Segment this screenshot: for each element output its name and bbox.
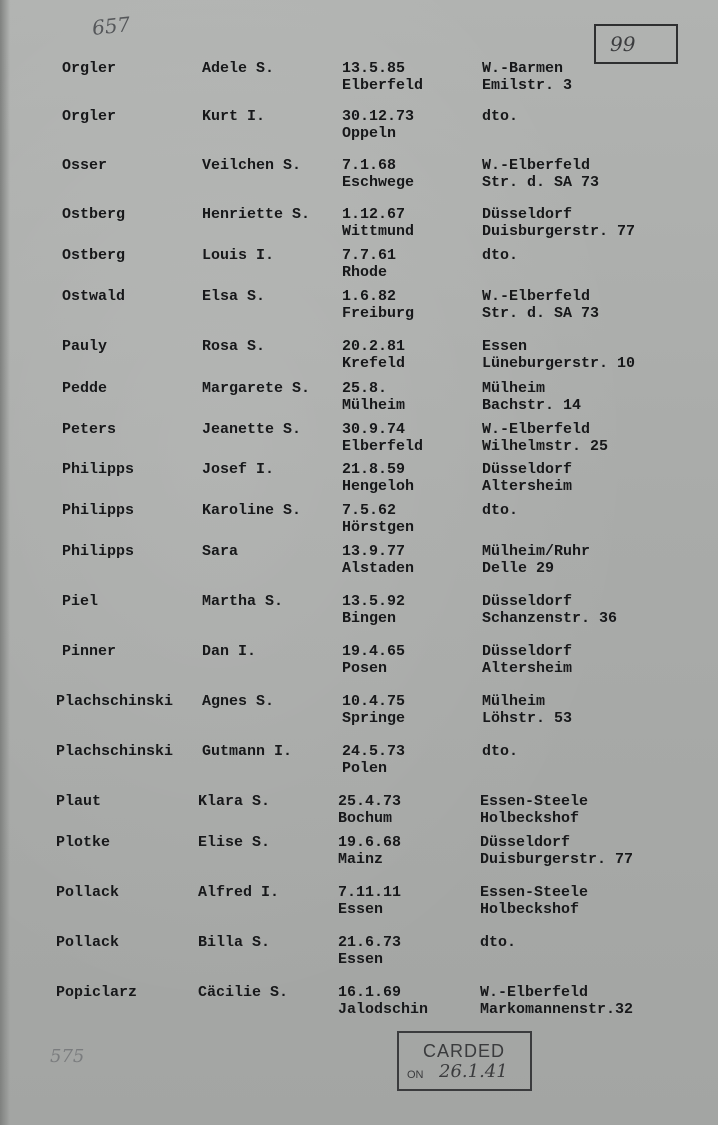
surname: Plotke: [56, 834, 111, 851]
given-name: Elsa S.: [202, 288, 266, 305]
birth-info: [342, 157, 414, 191]
surname: Plaut: [56, 793, 102, 810]
birth-info: [338, 834, 401, 868]
address: [482, 60, 572, 94]
given-name: Dan I.: [202, 643, 257, 660]
record-row: [0, 793, 718, 833]
record-row: [0, 60, 718, 100]
carded-stamp: [397, 1031, 532, 1091]
surname: Plachschinski: [56, 693, 174, 710]
boxed-number-text: 99: [610, 32, 636, 56]
birth-date: 25.4.73: [338, 793, 402, 810]
birth-date: 10.4.75: [342, 693, 406, 710]
record-row: [0, 461, 718, 501]
given-name: Kurt I.: [202, 108, 266, 125]
record-row: [0, 157, 718, 197]
stamp-date: 26.1.41: [439, 1061, 508, 1082]
surname: Philipps: [62, 502, 135, 519]
birth-info: [342, 502, 414, 536]
record-row: [0, 593, 718, 633]
address: [482, 461, 572, 495]
birth-info: [342, 206, 414, 240]
given-name: Louis I.: [202, 247, 275, 264]
address-line-1: Mülheim/Ruhr: [482, 543, 591, 560]
address: [482, 543, 590, 577]
address: [482, 288, 599, 322]
given-name: Klara S.: [198, 793, 271, 810]
birth-date: 13.9.77: [342, 543, 406, 560]
birth-info: [342, 60, 423, 94]
birth-info: [342, 338, 405, 372]
surname: Plachschinski: [56, 743, 174, 760]
birth-place: Springe: [342, 710, 406, 727]
birth-place: Freiburg: [342, 305, 415, 322]
birth-date: 24.5.73: [342, 743, 406, 760]
given-name: Veilchen S.: [202, 157, 302, 174]
given-name: Gutmann I.: [202, 743, 293, 760]
birth-date: 20.2.81: [342, 338, 406, 355]
address: [480, 984, 633, 1018]
address-line-1: Düsseldorf: [480, 834, 571, 851]
birth-info: [342, 380, 405, 414]
surname: Popiclarz: [56, 984, 138, 1001]
birth-info: [338, 984, 428, 1018]
address-line-2: Duisburgerstr. 77: [480, 851, 634, 868]
birth-place: Bingen: [342, 610, 397, 627]
address: [482, 108, 518, 125]
birth-date: 1.12.67: [342, 206, 406, 223]
address-line-1: Düsseldorf: [482, 593, 573, 610]
record-row: [0, 884, 718, 924]
address: [482, 643, 572, 677]
record-row: [0, 206, 718, 246]
birth-place: Oppeln: [342, 125, 397, 142]
given-name: Henriette S.: [202, 206, 311, 223]
birth-info: [342, 247, 396, 281]
surname: Philipps: [62, 543, 135, 560]
stamp-label: CARDED: [423, 1041, 506, 1061]
birth-place: Mainz: [338, 851, 384, 868]
record-row: [0, 288, 718, 328]
address-line-1: Mülheim: [482, 693, 546, 710]
record-row: [0, 380, 718, 420]
address-line-2: Delle 29: [482, 560, 555, 577]
surname: Orgler: [62, 60, 117, 77]
birth-date: 16.1.69: [338, 984, 402, 1001]
address-line-1: dto.: [480, 934, 517, 951]
address: [480, 934, 516, 951]
surname: Pedde: [62, 380, 108, 397]
address: [482, 743, 518, 760]
record-row: [0, 421, 718, 461]
birth-date: 19.4.65: [342, 643, 406, 660]
record-row: [0, 643, 718, 683]
surname: Pinner: [62, 643, 117, 660]
address-line-2: Altersheim: [482, 478, 573, 495]
given-name: Sara: [202, 543, 239, 560]
given-name: Elise S.: [198, 834, 271, 851]
address: [482, 247, 518, 264]
address-line-2: Str. d. SA 73: [482, 174, 600, 191]
address: [482, 421, 608, 455]
birth-date: 30.12.73: [342, 108, 415, 125]
record-row: [0, 984, 718, 1024]
birth-date: 7.1.68: [342, 157, 397, 174]
address: [482, 593, 617, 627]
birth-place: Alstaden: [342, 560, 415, 577]
address-line-2: Duisburgerstr. 77: [482, 223, 636, 240]
birth-date: 7.11.11: [338, 884, 402, 901]
surname: Pauly: [62, 338, 108, 355]
record-row: [0, 543, 718, 583]
birth-place: Wittmund: [342, 223, 415, 240]
handwritten-page-number: 657: [90, 12, 132, 40]
address-line-2: Holbeckshof: [480, 901, 580, 918]
address-line-2: Markomannenstr.32: [480, 1001, 634, 1018]
boxed-number: [594, 24, 678, 64]
birth-place: Rhode: [342, 264, 388, 281]
record-row: [0, 502, 718, 542]
birth-date: 19.6.68: [338, 834, 402, 851]
address-line-2: Emilstr. 3: [482, 77, 573, 94]
birth-info: [338, 934, 401, 968]
surname: Pollack: [56, 884, 120, 901]
address-line-1: dto.: [482, 743, 519, 760]
surname: Ostberg: [62, 206, 126, 223]
birth-info: [342, 461, 414, 495]
given-name: Margarete S.: [202, 380, 311, 397]
birth-info: [342, 108, 414, 142]
address-line-1: W.-Elberfeld: [482, 157, 591, 174]
birth-place: Elberfeld: [342, 77, 424, 94]
surname: Peters: [62, 421, 117, 438]
address-line-1: W.-Elberfeld: [480, 984, 589, 1001]
address-line-2: Str. d. SA 73: [482, 305, 600, 322]
birth-info: [342, 693, 405, 727]
birth-date: 7.5.62: [342, 502, 397, 519]
birth-place: Mülheim: [342, 397, 406, 414]
address-line-1: Düsseldorf: [482, 643, 573, 660]
address: [482, 157, 599, 191]
address-line-1: W.-Barmen: [482, 60, 564, 77]
address: [480, 884, 588, 918]
birth-info: [342, 743, 405, 777]
given-name: Alfred I.: [198, 884, 280, 901]
address-line-2: Altersheim: [482, 660, 573, 677]
address-line-2: Wilhelmstr. 25: [482, 438, 609, 455]
surname: Osser: [62, 157, 108, 174]
address: [482, 693, 572, 727]
address: [480, 834, 633, 868]
birth-info: [342, 593, 405, 627]
birth-info: [338, 793, 401, 827]
given-name: Jeanette S.: [202, 421, 302, 438]
address-line-1: dto.: [482, 108, 519, 125]
address-line-2: Schanzenstr. 36: [482, 610, 618, 627]
address: [480, 793, 588, 827]
given-name: Martha S.: [202, 593, 284, 610]
address-line-2: Lüneburgerstr. 10: [482, 355, 636, 372]
birth-date: 13.5.92: [342, 593, 406, 610]
surname: Philipps: [62, 461, 135, 478]
birth-place: Eschwege: [342, 174, 415, 191]
given-name: Rosa S.: [202, 338, 266, 355]
birth-place: Posen: [342, 660, 388, 677]
address-line-1: Düsseldorf: [482, 461, 573, 478]
birth-info: [338, 884, 401, 918]
given-name: Karoline S.: [202, 502, 302, 519]
birth-info: [342, 543, 414, 577]
given-name: Agnes S.: [202, 693, 275, 710]
handwritten-note: 575: [50, 1046, 85, 1067]
given-name: Cäcilie S.: [198, 984, 289, 1001]
record-row: [0, 338, 718, 378]
address-line-1: dto.: [482, 502, 519, 519]
given-name: Adele S.: [202, 60, 275, 77]
address-line-1: Essen-Steele: [480, 884, 589, 901]
address-line-1: W.-Elberfeld: [482, 288, 591, 305]
surname: Piel: [62, 593, 99, 610]
birth-date: 25.8.: [342, 380, 388, 397]
address: [482, 206, 635, 240]
birth-place: Jalodschin: [338, 1001, 429, 1018]
record-row: [0, 934, 718, 974]
address-line-2: Löhstr. 53: [482, 710, 573, 727]
record-row: [0, 693, 718, 733]
stamp-on: ON: [407, 1069, 424, 1081]
given-name: Josef I.: [202, 461, 275, 478]
birth-info: [342, 421, 423, 455]
record-row: [0, 108, 718, 148]
surname: Orgler: [62, 108, 117, 125]
birth-place: Krefeld: [342, 355, 406, 372]
address-line-1: Essen-Steele: [480, 793, 589, 810]
birth-info: [342, 288, 414, 322]
address-line-2: Holbeckshof: [480, 810, 580, 827]
surname: Ostberg: [62, 247, 126, 264]
address-line-1: W.-Elberfeld: [482, 421, 591, 438]
record-row: [0, 834, 718, 874]
address: [482, 502, 518, 519]
address-line-1: dto.: [482, 247, 519, 264]
record-row: [0, 247, 718, 287]
address: [482, 338, 635, 372]
birth-place: Elberfeld: [342, 438, 424, 455]
record-row: [0, 743, 718, 783]
birth-place: Hörstgen: [342, 519, 415, 536]
address-line-2: Bachstr. 14: [482, 397, 582, 414]
birth-place: Essen: [338, 951, 384, 968]
birth-place: Polen: [342, 760, 388, 777]
birth-info: [342, 643, 405, 677]
birth-place: Hengeloh: [342, 478, 415, 495]
birth-place: Essen: [338, 901, 384, 918]
birth-date: 21.6.73: [338, 934, 402, 951]
birth-date: 21.8.59: [342, 461, 406, 478]
surname: Ostwald: [62, 288, 126, 305]
address-line-1: Düsseldorf: [482, 206, 573, 223]
surname: Pollack: [56, 934, 120, 951]
birth-date: 30.9.74: [342, 421, 406, 438]
birth-date: 13.5.85: [342, 60, 406, 77]
given-name: Billa S.: [198, 934, 271, 951]
birth-date: 7.7.61: [342, 247, 397, 264]
address-line-1: Mülheim: [482, 380, 546, 397]
address: [482, 380, 581, 414]
birth-date: 1.6.82: [342, 288, 397, 305]
birth-place: Bochum: [338, 810, 393, 827]
address-line-1: Essen: [482, 338, 528, 355]
